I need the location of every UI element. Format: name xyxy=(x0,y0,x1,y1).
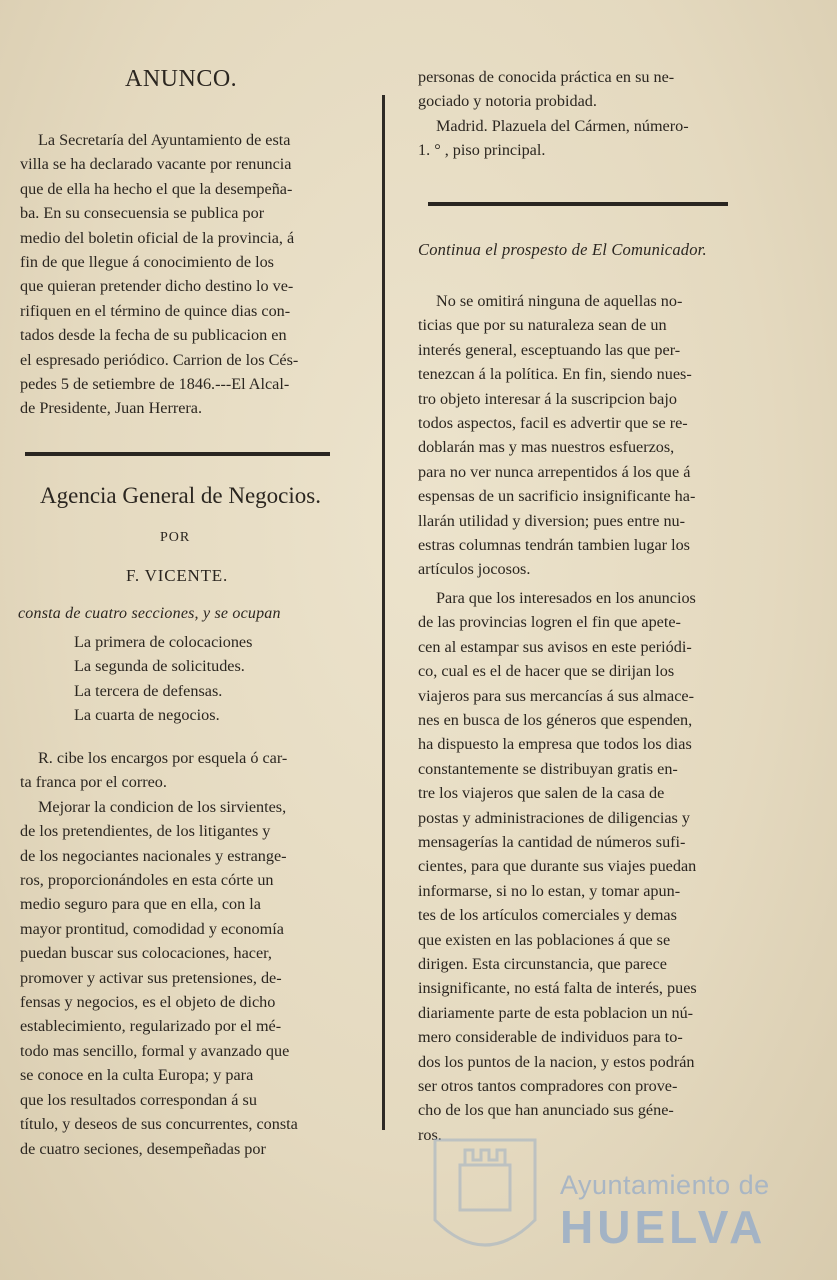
text-line: personas de conocida práctica en su ne- xyxy=(418,68,675,86)
text-line: de los pretendientes, de los litigantes y xyxy=(20,822,271,841)
text-line: se conoce en la culta Europa; y para xyxy=(20,1066,254,1085)
agencia-paragraph-1 xyxy=(20,746,346,795)
text-line: mayor prontitud, comodidad y economía xyxy=(20,919,284,938)
anuncio-title: ANUNCO. xyxy=(125,66,238,92)
text-line: que los resultados correspondan á su xyxy=(20,1090,257,1109)
text-line: todos aspectos, facil es advertir que se re- xyxy=(418,414,688,433)
agencia-por: POR xyxy=(160,530,191,545)
text-line: doblarán mas y mas nuestros esfuerzos, xyxy=(418,438,675,457)
madrid-address-block xyxy=(418,65,744,163)
text-line: gociado y notoria probidad. xyxy=(418,92,597,111)
comunicador-paragraph-2 xyxy=(418,586,744,1147)
text-line: tro objeto interesar á la suscripcion bajo xyxy=(418,389,677,408)
text-line: espensas de un sacrificio insignificante ha- xyxy=(418,487,696,506)
text-line: puedan buscar sus colocaciones, hacer, xyxy=(20,944,272,963)
section-rule-right xyxy=(428,202,728,206)
text-line: medio seguro para que en ella, con la xyxy=(20,895,261,914)
text-line: de las provincias logren el fin que apete- xyxy=(418,613,681,632)
text-line: el espresado periódico. Carrion de los Cés- xyxy=(20,350,299,369)
text-line: nes en busca de los géneros que espenden, xyxy=(418,710,693,729)
seccion-item: La tercera de defensas. xyxy=(74,681,223,700)
text-line: cen al estampar sus avisos en este periódi- xyxy=(418,637,692,656)
text-line: Mejorar la condicion de los sirvientes, xyxy=(38,797,287,816)
madrid-address-paragraph xyxy=(418,65,744,163)
text-line: de los negociantes nacionales y estrange- xyxy=(20,846,287,865)
text-line: diariamente parte de esta poblacion un nú- xyxy=(418,1003,694,1022)
text-line: que quieran pretender dicho destino lo ve- xyxy=(20,277,294,296)
text-line: dirigen. Esta circunstancia, que parece xyxy=(418,954,667,973)
comunicador-paragraph-1 xyxy=(418,289,744,582)
column-divider xyxy=(382,95,385,1130)
secciones-list xyxy=(74,630,344,728)
text-line: todo mas sencillo, formal y avanzado que xyxy=(20,1041,290,1060)
text-line: co, cual es el de hacer que se dirijan los xyxy=(418,662,675,681)
text-line: de Presidente, Juan Herrera. xyxy=(20,399,203,418)
section-rule-left xyxy=(25,452,330,456)
agencia-consta: consta de cuatro secciones, y se ocupan xyxy=(18,605,281,622)
text-line: pedes 5 de setiembre de 1846.---El Alcal- xyxy=(20,375,290,394)
text-line: La Secretaría del Ayuntamiento de esta xyxy=(38,131,291,149)
text-line: ros. xyxy=(418,1125,442,1144)
text-line: No se omitirá ninguna de aquellas no- xyxy=(436,292,683,310)
text-line: cho de los que han anunciado sus géne- xyxy=(418,1101,674,1120)
text-line: fin de que llegue á conocimiento de los xyxy=(20,253,274,272)
text-line: rifiquen en el término de quince dias con- xyxy=(20,301,291,320)
watermark-line-1: Ayuntamiento de xyxy=(560,1170,770,1200)
text-line: medio del boletin oficial de la provincia, á xyxy=(20,228,295,247)
text-line: ticias que por su naturaleza sean de un xyxy=(418,316,667,335)
seccion-item: La segunda de solicitudes. xyxy=(74,657,245,676)
text-line: ba. En su consecuensia se publica por xyxy=(20,204,265,223)
text-line: 1. ° , piso principal. xyxy=(418,141,546,160)
text-line: de cuatro seciones, desempeñadas por xyxy=(20,1139,266,1158)
text-line: Para que los interesados en los anuncios xyxy=(436,588,696,607)
anuncio-paragraph xyxy=(20,128,346,421)
text-line: ros, proporcionándoles en esta córte un xyxy=(20,871,274,890)
text-line: que de ella ha hecho el que la desempeña- xyxy=(20,179,293,198)
text-line: que existen en las poblaciones á que se xyxy=(418,930,671,949)
text-line: tes de los artículos comerciales y demas xyxy=(418,906,677,925)
text-line: mensagerías la cantidad de números sufi- xyxy=(418,832,686,851)
agencia-body xyxy=(20,746,346,1161)
text-line: estras columnas tendrán tambien lugar los xyxy=(418,536,690,555)
text-line: postas y administraciones de diligencias y xyxy=(418,808,690,827)
text-line: ta franca por el correo. xyxy=(20,773,167,792)
seccion-item: La primera de colocaciones xyxy=(74,633,253,651)
text-line: fensas y negocios, es el objeto de dicho xyxy=(20,993,276,1012)
comunicador-block xyxy=(418,240,744,1147)
text-line: cientes, para que durante sus viajes puedan xyxy=(418,857,697,876)
text-line: ha dispuesto la empresa que todos los dias xyxy=(418,735,692,754)
text-line: R. cibe los encargos por esquela ó car- xyxy=(38,749,288,767)
text-line: para no ver nunca arrepentidos á los que á xyxy=(418,462,691,481)
agencia-title: Agencia General de Negocios. xyxy=(40,483,321,508)
text-line: constantemente se distribuyan gratis en- xyxy=(418,759,678,778)
text-line: mero considerable de individuos para to- xyxy=(418,1028,683,1047)
agencia-author: F. VICENTE. xyxy=(126,566,229,585)
text-line: Madrid. Plazuela del Cármen, número- xyxy=(436,116,689,135)
text-line: villa se ha declarado vacante por renuncia xyxy=(20,155,292,174)
text-line: tre los viajeros que salen de la casa de xyxy=(418,784,665,803)
agencia-paragraph-2 xyxy=(20,795,346,1161)
text-line: ser otros tantos compradores con prove- xyxy=(418,1077,678,1095)
text-line: informarse, si no lo estan, y tomar apun- xyxy=(418,881,681,900)
text-line: establecimiento, regularizado por el mé- xyxy=(20,1017,282,1036)
text-line: llarán utilidad y diversion; pues entre nu- xyxy=(418,511,686,530)
text-line: artículos jocosos. xyxy=(418,560,531,579)
seccion-item: La cuarta de negocios. xyxy=(74,706,220,725)
text-line: tados desde la fecha de su publicacion en xyxy=(20,326,287,345)
text-line: insignificante, no está falta de interés, pues xyxy=(418,979,697,998)
watermark-line-2: HUELVA xyxy=(560,1201,767,1253)
text-line: dos los puntos de la nacion, y estos podrán xyxy=(418,1052,695,1071)
text-line: interés general, esceptuando las que per- xyxy=(418,340,681,359)
text-line: promover y activar sus pretensiones, de- xyxy=(20,968,282,987)
anuncio-body xyxy=(20,128,346,421)
text-line: viajeros para sus mercancías á sus almace- xyxy=(418,686,694,705)
comunicador-title: Continua el prospesto de El Comunicador. xyxy=(418,240,707,259)
text-line: tenezcan á la política. En fin, siendo nues- xyxy=(418,365,692,384)
text-line: título, y deseos de sus concurrentes, consta xyxy=(20,1115,298,1134)
